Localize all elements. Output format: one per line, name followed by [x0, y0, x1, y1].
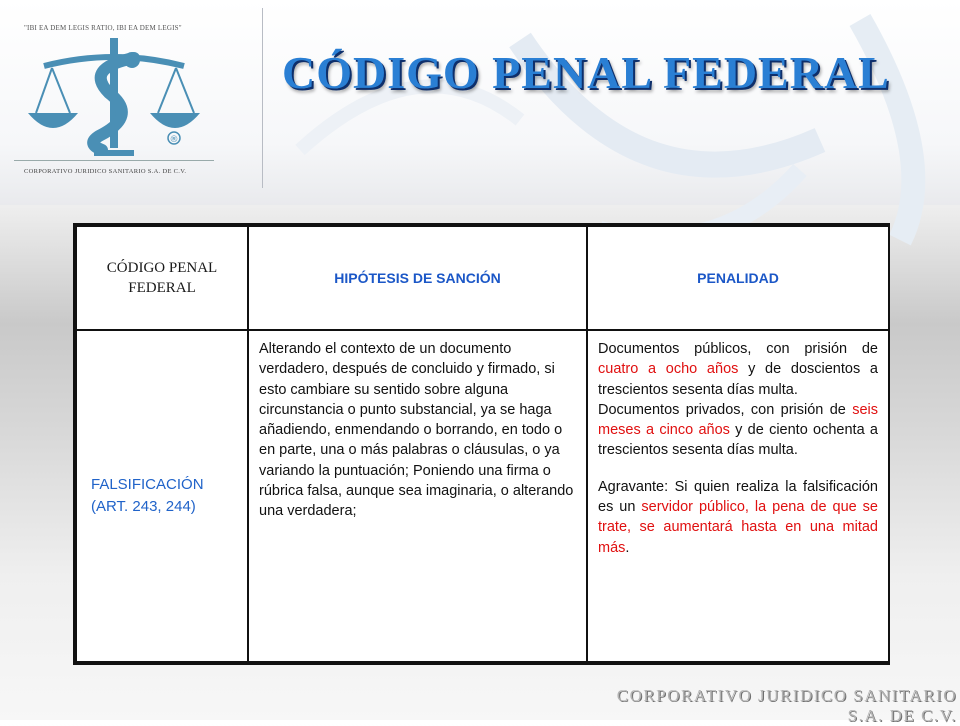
- row-label-falsification: FALSIFICACIÓN (ART. 243, 244): [76, 330, 248, 662]
- hypothesis-text: Alterando el contexto de un documento verdadero, después de concluido y firmado, si esto cambiare su sentido sobre alguna circunstancia o punto substancial, ya se haga añadiendo, enmendando o borrando, en todo o en parte, una o más palabras o cláusulas, o ya variando la puntuación; Poniendo una firma o rúbrica falsa, aunque sea imaginaria, o alterando una verdadera;: [248, 330, 587, 662]
- table-row: [76, 330, 889, 662]
- penalty-public-documents: [598, 339, 878, 400]
- penalty-3-text-end: .: [625, 539, 630, 556]
- penalty-aggravating: [598, 477, 878, 558]
- penalty-1-text-end: y de doscientos a trescientos sesenta días multa.: [598, 361, 878, 398]
- penalty-cell: [587, 330, 889, 662]
- table-header-row: [76, 226, 889, 330]
- penalty-1-text: Documentos públicos, con prisión de: [598, 341, 878, 357]
- page-title: CÓDIGO PENAL FEDERAL: [282, 47, 890, 98]
- penalty-3-text: Agravante: Si quien realiza la falsificación es un: [598, 478, 878, 516]
- penalty-2-text: Documentos privados, con prisión de: [598, 401, 853, 418]
- footer-brand: CORPORATIVO JURIDICO SANITARIO S.A. DE C.V.: [616, 686, 957, 725]
- logo-divider-vertical: [262, 8, 263, 188]
- scales-of-justice-logo-icon: [14, 18, 214, 183]
- penalty-1-highlight: cuatro a ocho años: [598, 361, 739, 378]
- logo-motto: "IBI EA DEM LEGIS RATIO, IBI EA DEM LEGIS": [24, 24, 182, 32]
- header-cell-hypothesis: HIPÓTESIS DE SANCIÓN: [248, 226, 587, 330]
- header-cell-code: CÓDIGO PENAL FEDERAL: [76, 226, 248, 330]
- header-cell-penalty: PENALIDAD: [587, 226, 889, 330]
- penalty-2-highlight: seis meses a cinco años: [598, 401, 878, 439]
- penalty-table: [73, 223, 890, 665]
- logo-caption: CORPORATIVO JURIDICO SANITARIO S.A. DE C.V.: [24, 168, 187, 175]
- registered-mark: ®: [169, 135, 179, 145]
- penalty-3-highlight: servidor público, la pena de que se trate, se aumentará hasta en una mitad más: [598, 499, 879, 556]
- penalty-private-documents: [598, 400, 878, 461]
- penalty-2-text-end: y de ciento ochenta a trescientos sesenta días multa.: [598, 422, 878, 459]
- logo-divider-horizontal: [14, 160, 214, 161]
